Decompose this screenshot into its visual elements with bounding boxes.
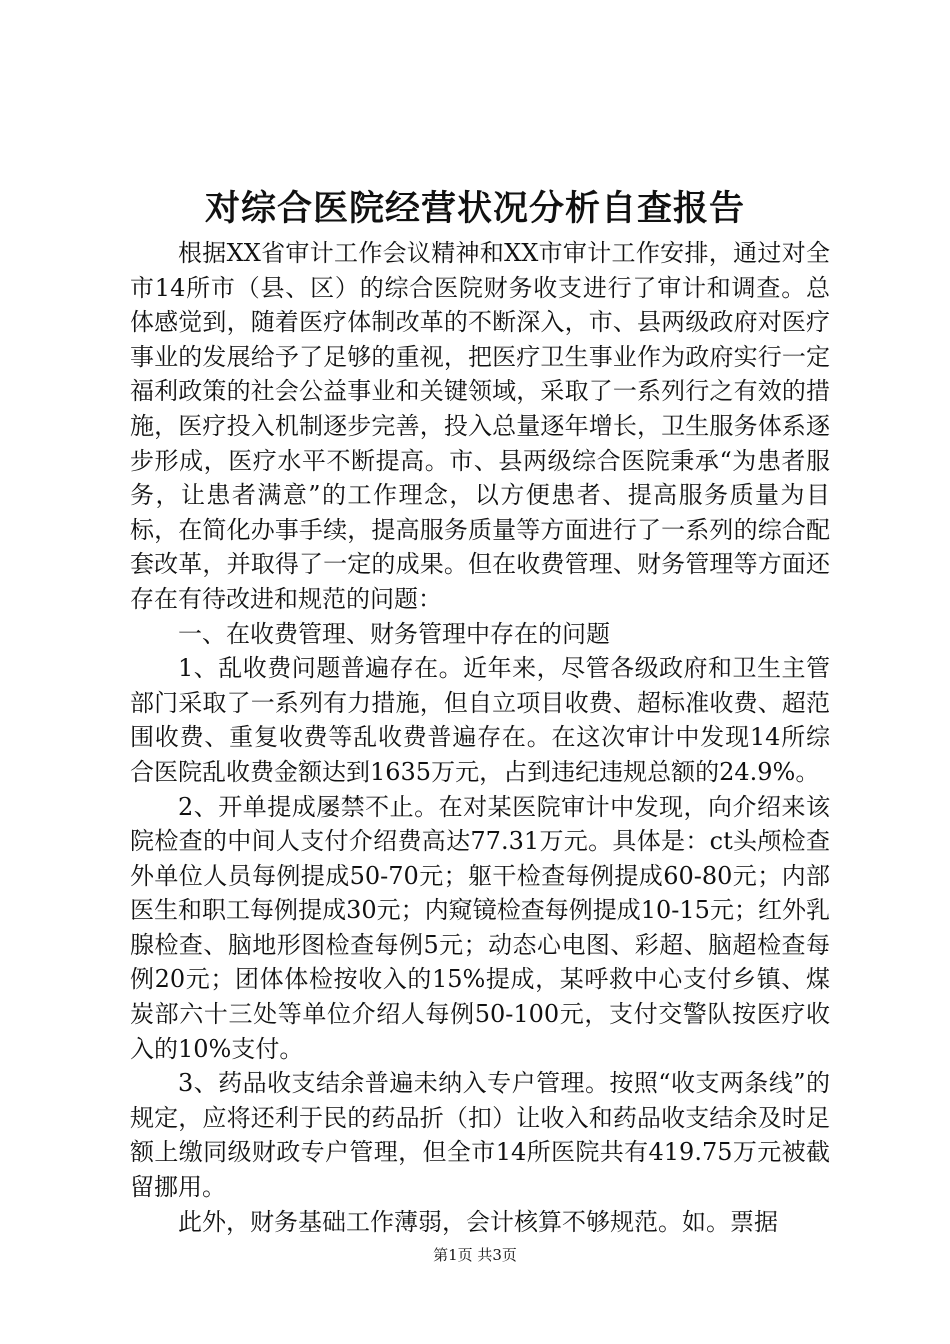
section-heading: 一、在收费管理、财务管理中存在的问题 bbox=[178, 619, 610, 648]
paragraph-item-2: 2、开单提成屡禁不止。在对某医院审计中发现，向介绍来该院检查的中间人支付介绍费高达77.31万元。具体是：ct头颅检查外单位人员每例提成50-70元；躯干检查每例提成60-80元；内部医生和职工每例提成30元；内窥镜检查每例提成10-15元；红外乳腺检查、脑地形图检查每例5元；动态心电图、彩超、脑超检查每例20元；团体体检按收入的15%提成，某呼救中心支付乡镇、煤炭部六十三处等单位介绍人每例50-100元，支付交警队按医疗收入的10%支付。 bbox=[130, 792, 830, 1063]
page-footer: 第1页 共3页 bbox=[433, 1246, 517, 1264]
paragraph-additional: 此外，财务基础工作薄弱，会计核算不够规范。如。票据 bbox=[178, 1207, 778, 1236]
document-title: 对综合医院经营状况分析自查报告 bbox=[204, 188, 745, 229]
paragraph-intro: 根据XX省审计工作会议精神和XX市审计工作安排，通过对全市14所市（县、区）的综合医院财务收支进行了审计和调查。总体感觉到，随着医疗体制改革的不断深入，市、县两级政府对医疗事业的发展给予了足够的重视，把医疗卫生事业作为政府实行一定福利政策的社会公益事业和关键领域，采取了一系列行之有效的措施，医疗投入机制逐步完善，投入总量逐年增长，卫生服务体系逐步形成，医疗水平不断提高。市、县两级综合医院秉承“为患者服务，让患者满意”的工作理念，以方便患者、提高服务质量为目标，在简化办事手续，提高服务质量等方面进行了一系列的综合配套改革，并取得了一定的成果。但在收费管理、财务管理等方面还存在有待改进和规范的问题： bbox=[130, 239, 830, 613]
document-body bbox=[130, 236, 830, 1239]
paragraph-item-3: 3、药品收支结余普遍未纳入专户管理。按照“收支两条线”的规定，应将还利于民的药品折（扣）让收入和药品收支结余及时足额上缴同级财政专户管理，但全市14所医院共有419.75万元被截留挪用。 bbox=[130, 1069, 830, 1202]
paragraph-item-1: 1、乱收费问题普遍存在。近年来，尽管各级政府和卫生主管部门采取了一系列有力措施，但自立项目收费、超标准收费、超范围收费、重复收费等乱收费普遍存在。在这次审计中发现14所综合医院乱收费金额达到1635万元，占到违纪违规总额的24.9%。 bbox=[130, 654, 830, 786]
